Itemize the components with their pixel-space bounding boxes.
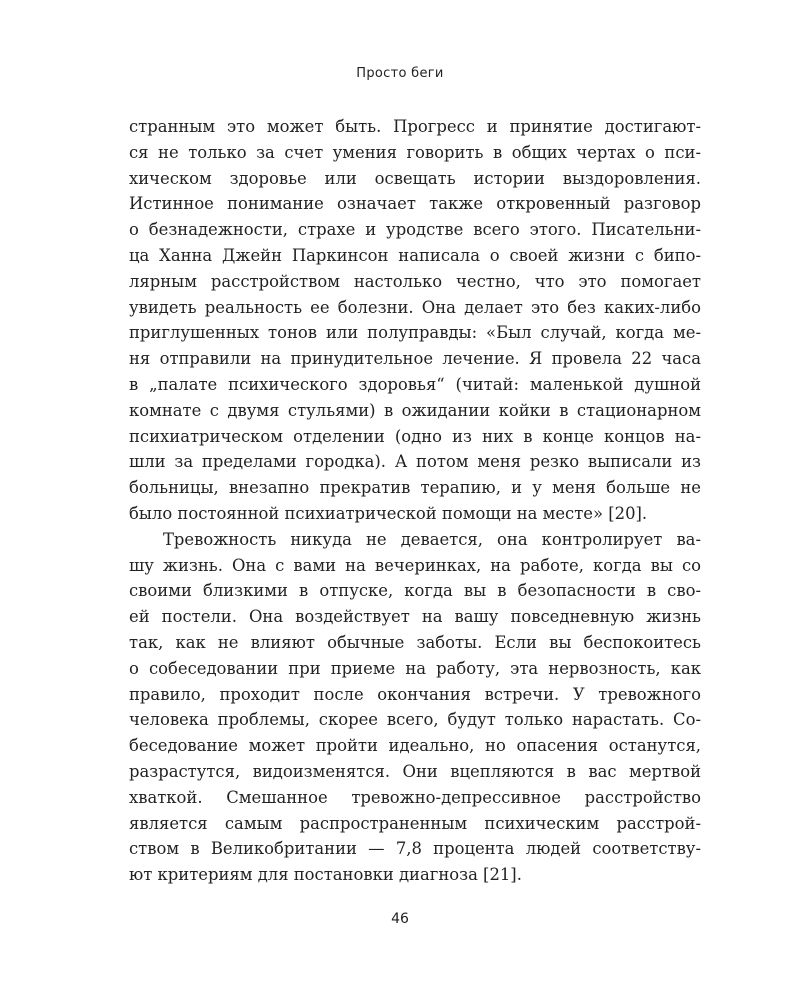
page-number: 46 — [391, 911, 409, 927]
text-line: хическом здоровье или освещать истории выздоровления. — [129, 168, 701, 188]
text-line: ня отправили на принудительное лечение. Я провела 22 часа — [129, 349, 701, 369]
text-line: было постоянной психиатрической помощи на месте» [20]. — [129, 503, 648, 523]
text-line: комнате с двумя стульями) в ожидании койки в стационарном — [129, 400, 701, 420]
text-line: ей постели. Она воздействует на вашу повседневную жизнь — [129, 607, 701, 627]
text-line: беседование может пройти идеально, но опасения останутся, — [129, 736, 701, 756]
text-line: правило, проходит после окончания встречи. У тревожного — [129, 684, 701, 704]
text-line: больницы, внезапно прекратив терапию, и у меня больше не — [129, 478, 701, 498]
paragraph-1 — [129, 114, 701, 527]
text-line: странным это может быть. Прогресс и принятие достигают- — [129, 117, 701, 136]
text-line: приглушенных тонов или полуправды: «Был случай, когда ме- — [129, 323, 701, 343]
text-line: своими близкими в отпуске, когда вы в безопасности в сво- — [129, 581, 701, 601]
text-line: увидеть реальность ее болезни. Она делает это без каких-либо — [129, 297, 701, 317]
text-line: ца Ханна Джейн Паркинсон написала о своей жизни с бипо- — [129, 245, 701, 265]
text-line: Тревожность никуда не девается, она контролирует ва- — [163, 529, 701, 549]
text-line: так, как не влияют обычные заботы. Если вы беспокоитесь — [129, 632, 701, 652]
body-text — [129, 114, 701, 888]
text-line: лярным расстройством настолько честно, что это помогает — [129, 271, 701, 291]
text-line: хваткой. Смешанное тревожно-депрессивное расстройство — [129, 787, 701, 807]
text-line: разрастутся, видоизменятся. Они вцепляются в вас мертвой — [129, 761, 701, 781]
text-line: человека проблемы, скорее всего, будут только нарастать. Со- — [129, 710, 701, 730]
text-line: является самым распространенным психическим расстрой- — [129, 813, 701, 833]
text-line: ством в Великобритании — 7,8 процента людей соответству- — [129, 839, 701, 859]
text-line: шли за пределами городка). А потом меня резко выписали из — [129, 452, 701, 472]
text-line: о собеседовании при приеме на работу, эта нервозность, как — [129, 658, 701, 678]
text-line: ют критериям для постановки диагноза [21]. — [129, 865, 522, 885]
text-line: шу жизнь. Она с вами на вечеринках, на работе, когда вы со — [129, 555, 701, 575]
text-line: о безнадежности, страхе и уродстве всего этого. Писательни- — [129, 220, 701, 240]
text-line: в „палате психического здоровья“ (читай: маленькой душной — [129, 374, 701, 394]
paragraph-2 — [129, 527, 701, 888]
text-line: психиатрическом отделении (одно из них в конце концов на- — [129, 426, 701, 446]
text-line: Истинное понимание означает также откровенный разговор — [129, 194, 701, 214]
running-head-title: Просто беги — [356, 66, 444, 81]
text-line: ся не только за счет умения говорить в общих чертах о пси- — [129, 142, 701, 162]
